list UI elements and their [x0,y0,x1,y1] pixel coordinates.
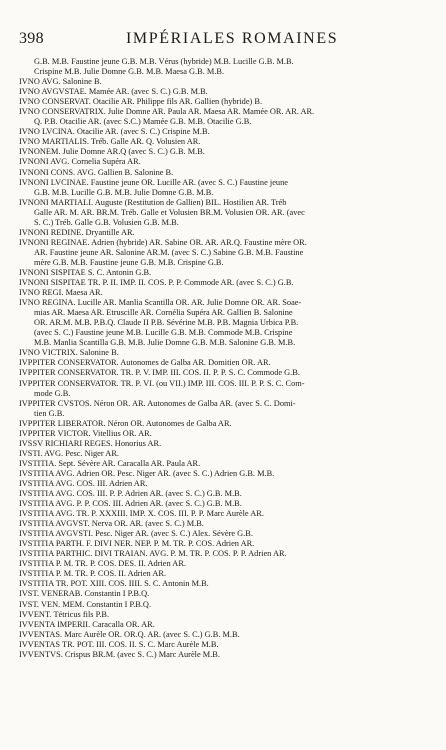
entry-line: IVSTITIA PARTHIC. DIVI TRAIAN. AVG. P. M. TR. P. COS. P. P. Adrien AR. [19,549,287,559]
entry-line: IVNONI SISPITAE S. C. Antonin G.B. [19,267,152,277]
entry-line: IVNO CONSERVAT. Otacilie AR. Philippe fils AR. Gallien (hybride) B. [19,97,263,107]
entry-line: IVNO LVCINA. Otacilie AR. (avec S. C.) Crispine M.B. [19,127,210,137]
entry-continuation-line: G.B. M.B. Lucille G.B. M.B. Julie Domne G.B. M.B. [34,187,214,197]
entry-continuation-line: mias AR. Maesa AR. Etruscille AR. Cornélia Supéra AR. Gallien B. Salonine [34,308,293,318]
entry-line: IVNONI LVCINAE. Faustine jeune OR. Lucille AR. (avec S. C.) Faustine jeune [19,177,288,187]
index-entries [19,57,430,660]
entry-line: IVNONI REGINAE. Adrien (hybride) AR. Sabine OR. AR. AR.Q. Faustine mère OR. [19,237,307,247]
entry-line: IVSTITIA P. M. TR. P. COS. DES. II. Adrien AR. [19,559,186,569]
entry-line: IVNONEM. Julie Domne AR.Q (avec S. C.) G.B. M.B. [19,147,205,157]
entry-line: IVSSV RICHIARI REGES. Honorius AR. [19,438,162,448]
entry-line: IVSTITIA AVG. Adrien OR. Pesc. Niger AR. (avec S. C.) Adrien G.B. M.B. [19,468,275,478]
entry-line: IVNO AVGVSTAE. Mamée AR. (avec S. C.) G.B. M.B. [19,87,208,97]
entry-line: IVPPITER CONSERVATOR. TR. P. VI. (ou VII.) IMP. III. COS. III. P. P. S. C. Com- [19,378,305,388]
entry-line: IVVENTAS. Marc Aurèle OR. OR.Q. AR. (avec S. C.) G.B. M.B. [19,629,240,639]
entry-continuation-line: Crispine M.B. Julie Domne G.B. M.B. Maesa G.B. M.B. [34,67,225,77]
entry-line: IVSTI. AVG. Pesc. Niger AR. [19,448,119,458]
entry-line: IVPPITER CONSERVATOR. TR. P. V. IMP. III. COS. II. P. P. S. C. Commode G.B. [19,368,300,378]
entry-line: IVNONI MARTIALI. Auguste (Restitution de Gallien) BIL. Hostilien AR. Tréb [19,197,287,207]
entry-line: IVNO VICTRIX. Salonine B. [19,348,119,358]
entry-continuation-line: AR. Faustine jeune AR. Salonine AR.M. (avec S. C.) Sabine G.B. M.B. Faustine [34,247,304,257]
entry-line: IVVENTA IMPERII. Caracalla OR. AR. [19,619,155,629]
entry-line: IVSTITIA AVG. COS. III. Adrien AR. [19,478,148,488]
entry-line: IVVENTVS. Crispus BR.M. (avec S. C.) Marc Aurèle M.B. [19,649,220,659]
entry-line: IVNONI AVG. Cornelia Supéra AR. [19,157,141,167]
entry-line: IVNO MARTIALIS. Tréb. Galle AR. Q. Volusien AR. [19,137,201,147]
entry-line: IVPPITER CONSERVATOR. Autonomes de Galba AR. Domitien OR. AR. [19,358,271,368]
entry-continuation-line: tien G.B. [34,408,65,418]
entry-line: IVSTITIA TR. POT. XIII. COS. IIII. S. C. Antonin M.B. [19,579,209,589]
entry-line: IVNO AVG. Salonine B. [19,77,102,87]
entry-line: IVSTITIA AVGVSTI. Pesc. Niger AR. (avec S. C.) Alex. Sévère G.B. [19,529,253,539]
entry-continuation-line: S. C.) Tréb. Galle G.B. Volusien G.B. M.B. [34,217,179,227]
entry-line: IVVENTAS TR. POT. III. COS. II. S. C. Marc Aurèle M.B. [19,639,219,649]
running-title: IMPÉRIALES ROMAINES [126,30,339,47]
entry-line: IVNO CONSERVATRIX. Julie Domne AR. Paula AR. Maesa AR. Mamée OR. AR. AR. [19,107,315,117]
entry-continuation-line: Galle AR. M. AR. BR.M. Tréb. Galle et Volusien BR.M. Volusien OR. AR. (avec [34,207,305,217]
entry-continuation-line: M.B. Manlia Scantilla G.B. M.B. Julie Domne G.B. M.B. Salonine G.B. M.B. [34,338,296,348]
entry-line: IVSTITIA. Sept. Sévère AR. Caracalla AR. Paula AR. [19,458,201,468]
entry-line: IVNONI REDINE. Dryantille AR. [19,227,135,237]
entry-continuation-line: mode G.B. [34,388,71,398]
entry-line: IVVENT. Tétricus fils P.B. [19,609,110,619]
page-number: 398 [19,30,44,47]
entry-line: IVSTITIA P. M. TR. P. COS. II. Adrien AR. [19,569,167,579]
entry-line: IVST. VENERAB. Constantin I P.B.Q. [19,589,150,599]
page-header [16,30,430,48]
entry-continuation-line: mère G.B. M.B. Faustine jeune G.B. M.B. Crispine G.B. [34,257,224,267]
entry-line: IVSTITIA AVG. TR. P. XXXIII. IMP. X. COS. III. P. P. Marc Aurèle AR. [19,509,264,519]
entry-line: IVNO REGINA. Lucille AR. Manlia Scantilla OR. AR. Julie Domne OR. AR. Soae- [19,298,302,308]
entry-line: IVSTITIA AVG. P. P. COS. III. Adrien AR. (avec S. C.) G.B. M.B. [19,499,242,509]
entry-continuation-line: (avec S. C.) Faustine jeune M.B. Lucille G.B. M.B. Commode M.B. Crispine [34,328,293,338]
entry-line: IVSTITIA PARTH. F. DIVI NER. NEP. P. M. TR. P. COS. Adrien AR. [19,539,255,549]
entry-continuation-line: G.B. M.B. Faustine jeune G.B. M.B. Vérus (hybride) M.B. Lucille G.B. M.B. [34,57,294,66]
entry-continuation-line: OR. AR.M. M.B. P.B.Q. Claude II P.B. Sévérine M.B. P.B. Magnia Urbica P.B. [34,318,299,328]
entry-line: IVSTITIA AVG. COS. III. P. P. Adrien AR. (avec S. C.) G.B. M.B. [19,489,242,499]
entry-line: IVPPITER CVSTOS. Néron OR. AR. Autonomes de Galba AR. (avec S. C. Domi- [19,398,296,408]
entry-line: IVST. VEN. MEM. Constantin I P.B.Q. [19,599,152,609]
entry-continuation-line: Q. P.B. Otacilie AR. (avec S.C.) Mamée G.B. M.B. Otacilie G.B. [34,117,252,127]
entry-line: IVNONI CONS. AVG. Gallien B. Salonine B. [19,167,174,177]
entry-line: IVSTITIA AVGVST. Nerva OR. AR. (avec S. C.) M.B. [19,519,204,529]
entry-line: IVPPITER VICTOR. Vitellius OR. AR. [19,428,152,438]
entry-line: IVPPITER LIBERATOR. Néron OR. Autonomes de Galba AR. [19,418,232,428]
entry-line: IVNONI SISPITAE TR. P. II. IMP. II. COS. P. P. Commode AR. (avec S. C.) G.B. [19,278,294,288]
entry-line: IVNO REGI. Maesa AR. [19,288,103,298]
